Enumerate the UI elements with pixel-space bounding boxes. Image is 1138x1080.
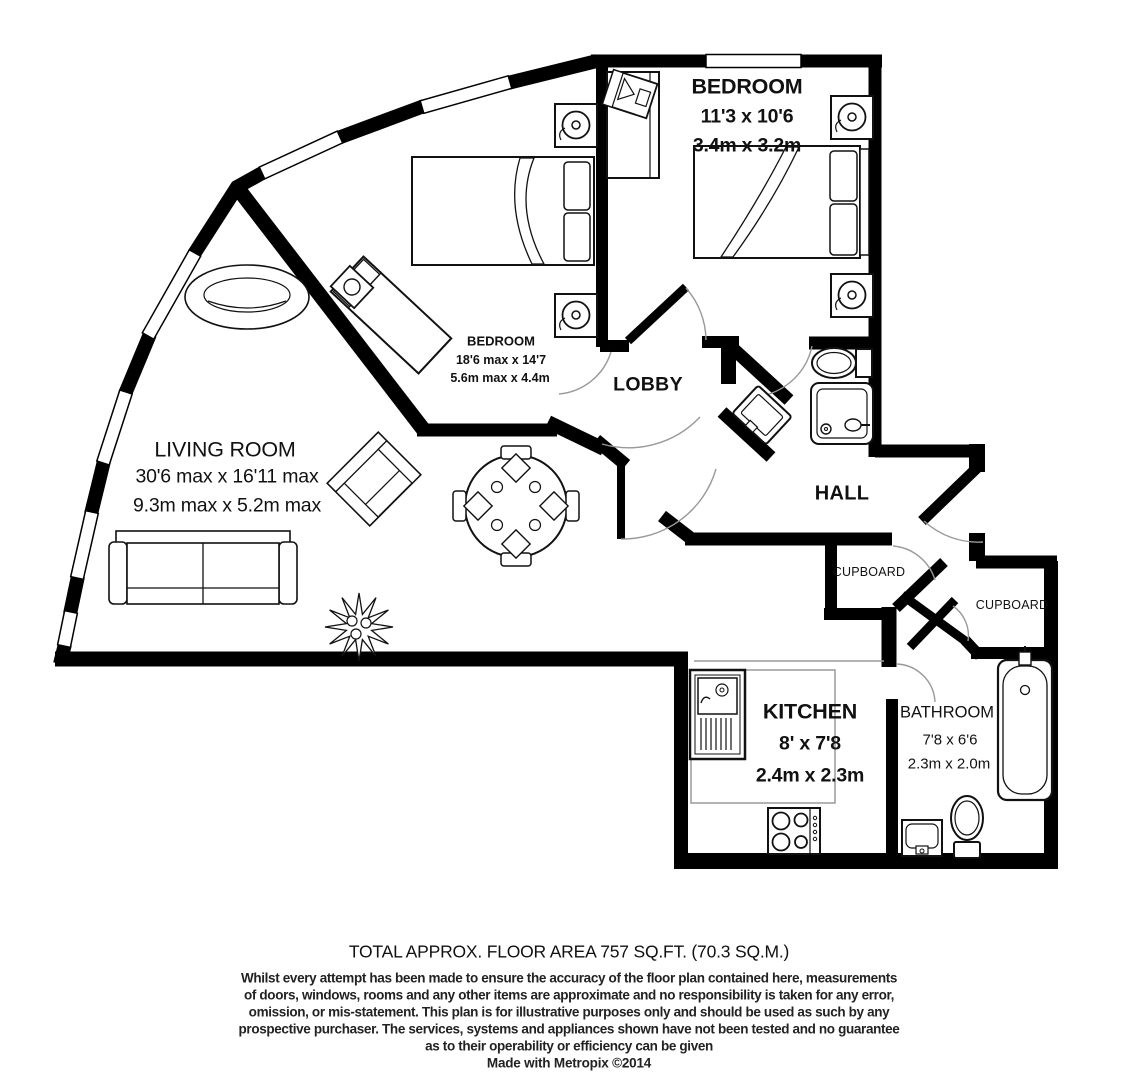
bedroom1-door-leaf [628,287,686,341]
cupboard-bathroom-label: CUPBOARD [975,598,1049,612]
bathroom-door-arc [897,664,935,702]
sink [902,820,942,856]
bedroom-main-furniture [331,104,597,373]
double-bed [412,157,594,265]
window-arc-4 [97,390,132,465]
bathroom-label: BATHROOM [899,703,995,722]
bedside-unit [831,274,873,317]
living-room-label: LIVING ROOM [154,437,296,462]
plant [325,593,393,661]
toilet [951,796,983,858]
bedside-unit [555,294,597,337]
bedroom2-door-arc [559,352,611,394]
kitchen-fixtures [690,661,884,854]
living-room-size-metric: 9.3m max x 5.2m max [132,494,322,517]
bedroom-right-size-metric: 3.4m x 3.2m [692,134,802,157]
disclaimer-line: prospective purchaser. The services, systems and appliances shown have not been tested and no guarantee [238,1021,900,1037]
total-area-text: TOTAL APPROX. FLOOR AREA 757 SQ.FT. (70.3 SQ.M.) [348,941,790,962]
lobby-opening-arc [602,417,700,448]
kitchen-size-metric: 2.4m x 2.3m [755,764,865,787]
bedside-unit [831,96,873,139]
double-bed [694,146,869,258]
window-top [706,55,801,68]
disclaimer-line: omission, or mis-statement. This plan is for illustrative purposes only and should be used as such by any [248,1004,890,1020]
bathroom-size-metric: 2.3m x 2.0m [907,755,991,773]
window-arc-5 [71,511,99,580]
bedroom-right-size-imperial: 11'3 x 10'6 [700,105,794,128]
disclaimer-line: Whilst every attempt has been made to ensure the accuracy of the floor plan contained here, measurements [240,970,898,986]
armchair [327,432,420,525]
hob [768,808,820,854]
disclaimer-line: of doors, windows, rooms and any other items are approximate and no responsibility is taken for any error, [243,987,895,1003]
dining-table [453,446,579,566]
cupboard-hall-label: CUPBOARD [832,565,906,579]
bedroom-right-label: BEDROOM [691,74,803,99]
entrance-door-leaf [922,465,980,521]
drainer-lines [701,718,731,750]
kitchen-sink-unit [690,670,745,759]
living-room-size-imperial: 30'6 max x 16'11 max [135,465,319,488]
bedside-unit [555,104,597,147]
disclaimer-line: as to their operability or efficiency can be given [425,1038,713,1054]
kitchen-size-imperial: 8' x 7'8 [779,732,841,755]
bedroom-main-label: BEDROOM [467,333,535,349]
shower-tray [811,383,873,444]
bedroom-main-size-metric: 5.6m max x 4.4m [450,371,550,385]
entrance-jamb-bottom [969,533,985,561]
bathtub [998,646,1052,800]
bedroom-main-size-imperial: 18'6 max x 14'7 [455,353,547,367]
window-arc-1 [420,76,512,114]
toilet [812,348,872,378]
window-arc-2 [259,131,342,179]
hall-label: HALL [814,482,870,505]
bedroom1-door-arc [686,288,706,340]
bathroom-size-imperial: 7'8 x 6'6 [922,731,978,749]
desk [603,70,659,178]
kitchen-label: KITCHEN [762,699,858,724]
rug [185,265,309,329]
sofa [109,531,297,604]
metropix-credit: Made with Metropix ©2014 [486,1055,652,1071]
lobby-label: LOBBY [613,373,683,396]
window-arc-6 [58,611,78,648]
